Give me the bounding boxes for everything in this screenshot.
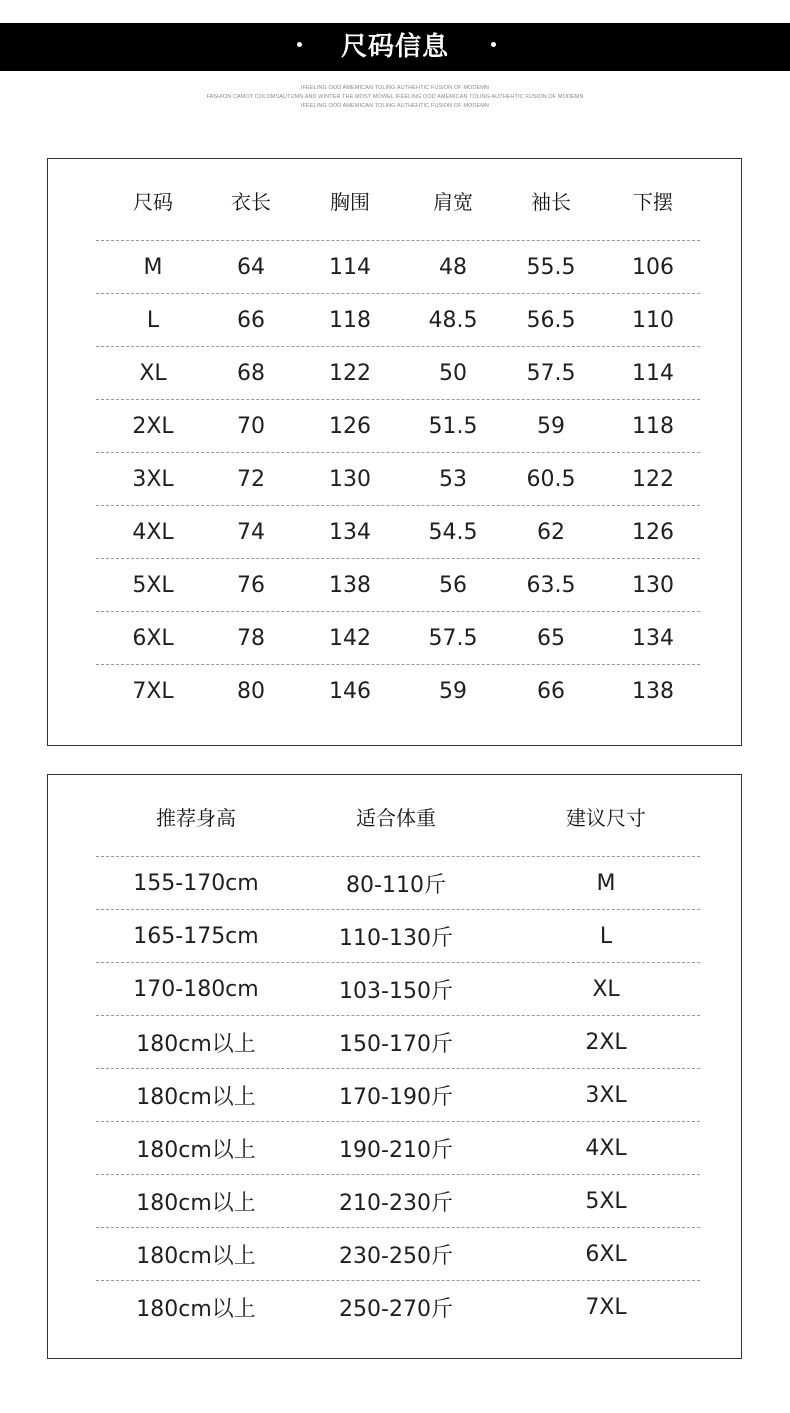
- size-chart-cell: 138: [329, 573, 371, 598]
- size-chart-cell: 48.5: [428, 308, 478, 333]
- size-chart-cell: 138: [632, 679, 674, 704]
- recommend-chart-cell: 180cm以上: [136, 1191, 256, 1216]
- size-chart-cell: 3XL: [132, 467, 174, 492]
- recommend-chart-cell: 210-230斤: [339, 1191, 453, 1216]
- recommend-chart-cell: 4XL: [585, 1136, 627, 1161]
- recommend-chart-table: [96, 775, 700, 1334]
- recommend-chart-cell: 190-210斤: [339, 1138, 453, 1163]
- recommend-chart-box: [47, 774, 742, 1359]
- table-row: [96, 1016, 700, 1069]
- bullet-dot-icon: [491, 42, 496, 47]
- table-row: [96, 506, 700, 559]
- table-row: [96, 1122, 700, 1175]
- recommend-chart-header-row: [96, 775, 700, 857]
- size-chart-cell: 54.5: [428, 520, 478, 545]
- size-chart-cell: 146: [329, 679, 371, 704]
- size-chart-cell: 130: [632, 573, 674, 598]
- size-chart-cell: 114: [632, 361, 674, 386]
- recommend-chart-cell: 103-150斤: [339, 979, 453, 1004]
- size-chart-cell: 70: [237, 414, 265, 439]
- table-row: [96, 1228, 700, 1281]
- size-chart-cell: 122: [632, 467, 674, 492]
- tagline-line: IFEELING OOD AMEMICAN TOLING AUTHEHTIC FUSION OF MODEMN: [300, 103, 490, 109]
- title-banner: [0, 23, 790, 71]
- table-row: [96, 400, 700, 453]
- table-row: [96, 1175, 700, 1228]
- size-chart-cell: 68: [237, 361, 265, 386]
- recommend-chart-cell: 80-110斤: [346, 873, 446, 898]
- size-chart-header-cell: 胸围: [330, 189, 370, 214]
- table-row: [96, 963, 700, 1016]
- recommend-chart-cell: 180cm以上: [136, 1138, 256, 1163]
- size-chart-cell: 59: [537, 414, 565, 439]
- recommend-chart-cell: 110-130斤: [339, 926, 453, 951]
- page-title: 尺码信息: [340, 32, 449, 62]
- recommend-chart-cell: 7XL: [585, 1295, 627, 1320]
- size-chart-cell: 65: [537, 626, 565, 651]
- size-chart-cell: 2XL: [132, 414, 174, 439]
- size-chart-header-cell: 肩宽: [433, 189, 473, 214]
- recommend-chart-cell: M: [596, 871, 616, 896]
- recommend-chart-cell: 180cm以上: [136, 1244, 256, 1269]
- size-chart-cell: 78: [237, 626, 265, 651]
- size-chart-cell: 7XL: [132, 679, 174, 704]
- size-chart-cell: 60.5: [526, 467, 576, 492]
- tagline-line: IFEELING OOD AMEMICAN TOLING AUTHEHTIC FUSION OF MODEMN: [300, 85, 490, 91]
- size-chart-cell: 57.5: [526, 361, 576, 386]
- table-row: [96, 347, 700, 400]
- table-row: [96, 1069, 700, 1122]
- size-chart-header-row: [96, 159, 700, 241]
- size-chart-cell: 126: [329, 414, 371, 439]
- size-chart-cell: 80: [237, 679, 265, 704]
- recommend-chart-cell: 6XL: [585, 1242, 627, 1267]
- table-row: [96, 559, 700, 612]
- recommend-chart-cell: 180cm以上: [136, 1297, 256, 1322]
- size-chart-cell: 6XL: [132, 626, 174, 651]
- size-chart-box: [47, 158, 742, 746]
- recommend-chart-cell: 2XL: [585, 1030, 627, 1055]
- table-row: [96, 910, 700, 963]
- size-chart-cell: 134: [632, 626, 674, 651]
- size-chart-cell: 134: [329, 520, 371, 545]
- size-chart-header-cell: 袖长: [531, 189, 571, 214]
- size-chart-cell: 56.5: [526, 308, 576, 333]
- size-chart-cell: 63.5: [526, 573, 576, 598]
- size-chart-cell: 122: [329, 361, 371, 386]
- size-chart-cell: 57.5: [428, 626, 478, 651]
- size-chart-cell: 53: [439, 467, 467, 492]
- size-chart-cell: 118: [329, 308, 371, 333]
- size-chart-cell: L: [146, 308, 160, 333]
- size-chart-cell: 114: [329, 255, 371, 280]
- size-chart-cell: 76: [237, 573, 265, 598]
- size-chart-cell: 126: [632, 520, 674, 545]
- size-chart-cell: 50: [439, 361, 467, 386]
- recommend-chart-header-cell: 建议尺寸: [566, 805, 646, 830]
- size-chart-cell: 62: [537, 520, 565, 545]
- table-row: [96, 857, 700, 910]
- size-chart-cell: 66: [537, 679, 565, 704]
- size-chart-header-cell: 下摆: [633, 189, 673, 214]
- table-row: [96, 665, 700, 718]
- table-row: [96, 453, 700, 506]
- recommend-chart-cell: 5XL: [585, 1189, 627, 1214]
- size-chart-cell: 74: [237, 520, 265, 545]
- recommend-chart-cell: 180cm以上: [136, 1085, 256, 1110]
- size-chart-cell: 64: [237, 255, 265, 280]
- table-row: [96, 294, 700, 347]
- size-chart-cell: 66: [237, 308, 265, 333]
- size-chart-cell: 55.5: [526, 255, 576, 280]
- recommend-chart-header-cell: 推荐身高: [156, 805, 236, 830]
- recommend-chart-cell: 155-170cm: [133, 871, 259, 896]
- size-chart-cell: 59: [439, 679, 467, 704]
- size-chart-cell: 51.5: [428, 414, 478, 439]
- table-row: [96, 241, 700, 294]
- size-chart-cell: XL: [139, 361, 167, 386]
- recommend-chart-cell: L: [599, 924, 613, 949]
- size-chart-cell: 118: [632, 414, 674, 439]
- size-chart-cell: 48: [439, 255, 467, 280]
- size-chart-header-cell: 尺码: [133, 189, 173, 214]
- size-chart-cell: 72: [237, 467, 265, 492]
- size-chart-cell: 110: [632, 308, 674, 333]
- size-chart-cell: 106: [632, 255, 674, 280]
- size-chart-header-cell: 衣长: [231, 189, 271, 214]
- table-row: [96, 612, 700, 665]
- table-row: [96, 1281, 700, 1334]
- recommend-chart-cell: 180cm以上: [136, 1032, 256, 1057]
- size-chart-cell: 4XL: [132, 520, 174, 545]
- size-chart-cell: 5XL: [132, 573, 174, 598]
- recommend-chart-cell: 250-270斤: [339, 1297, 453, 1322]
- recommend-chart-cell: 170-180cm: [133, 977, 259, 1002]
- recommend-chart-cell: XL: [592, 977, 620, 1002]
- size-chart-cell: M: [143, 255, 163, 280]
- tagline-line: FASHION CAMOT COLOMSAUTUMN AND WINTER THE MOST MOWEL IFEELING OOD AMEMICAN TOLING AUTHEHTIC FUSION OF MODEMN: [206, 94, 584, 100]
- recommend-chart-cell: 230-250斤: [339, 1244, 453, 1269]
- recommend-chart-header-cell: 适合体重: [356, 805, 436, 830]
- size-chart-table: [96, 159, 700, 718]
- recommend-chart-cell: 165-175cm: [133, 924, 259, 949]
- size-chart-cell: 142: [329, 626, 371, 651]
- size-chart-cell: 130: [329, 467, 371, 492]
- size-chart-cell: 56: [439, 573, 467, 598]
- recommend-chart-cell: 170-190斤: [339, 1085, 453, 1110]
- recommend-chart-cell: 3XL: [585, 1083, 627, 1108]
- recommend-chart-cell: 150-170斤: [339, 1032, 453, 1057]
